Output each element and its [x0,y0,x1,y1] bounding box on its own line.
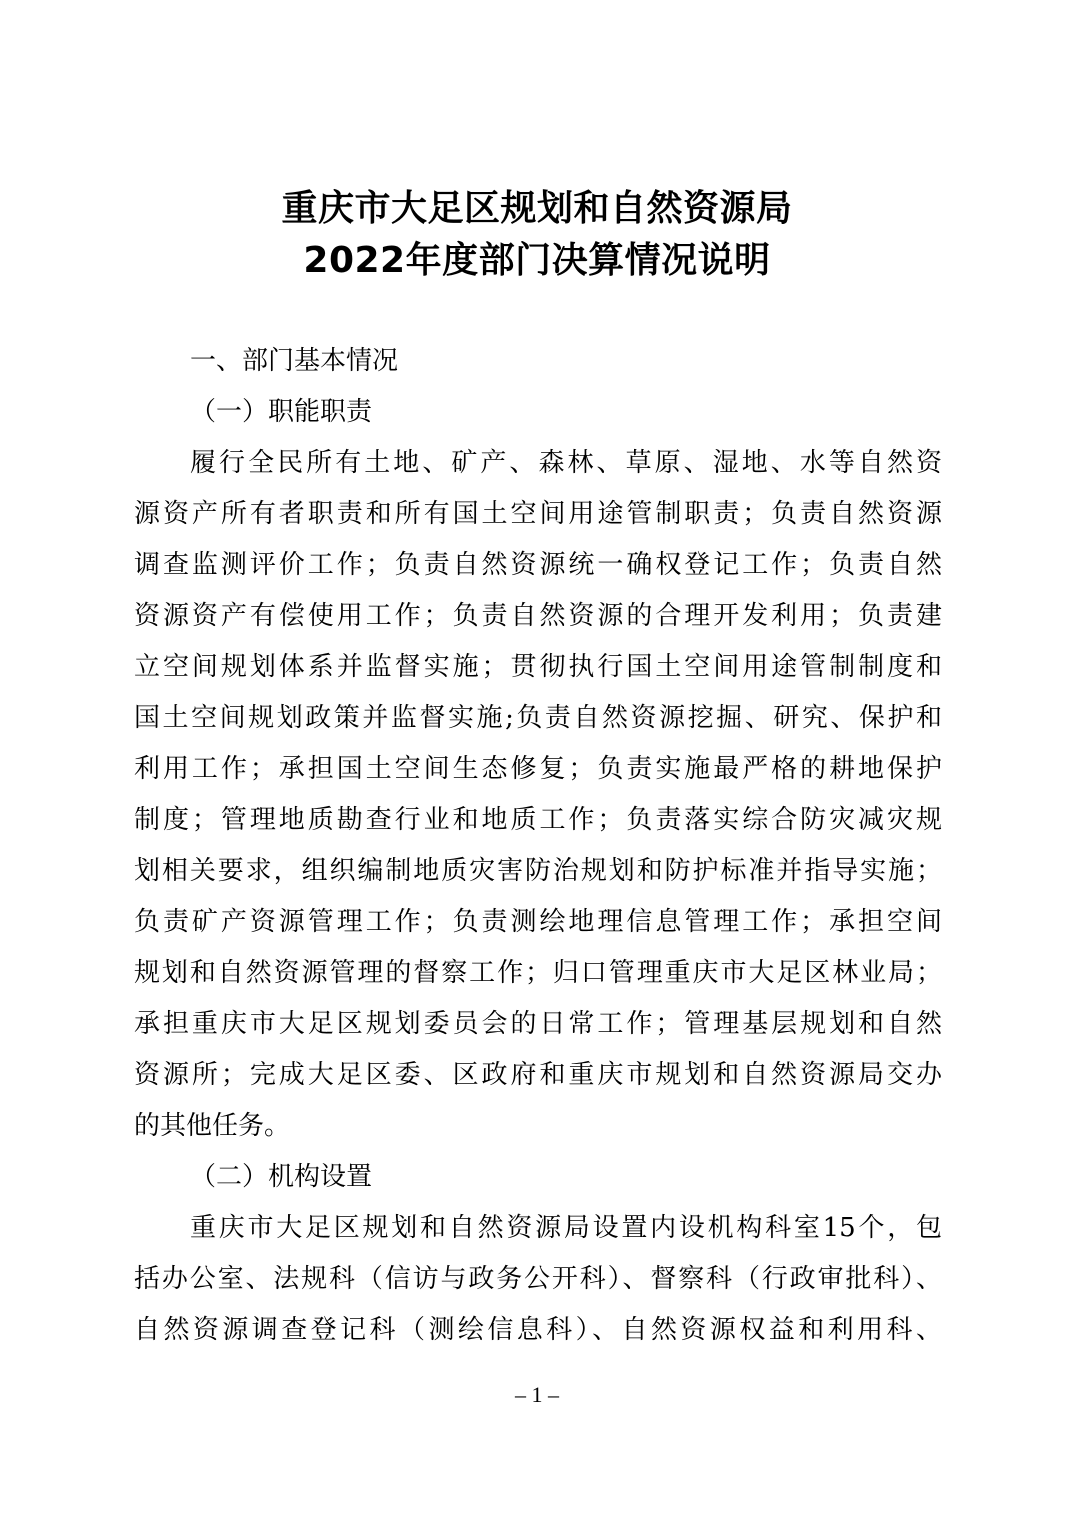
title-line-1: 重庆市大足区规划和自然资源局 [281,188,793,229]
document-body [134,336,942,1356]
paragraph-line: 立空间规划体系并监督实施；贯彻执行国土空间用途管制制度和 [134,652,942,682]
paragraph-line: 制度；管理地质勘查行业和地质工作；负责落实综合防灾减灾规 [134,805,942,835]
paragraph-line: 承担重庆市大足区规划委员会的日常工作；管理基层规划和自然 [134,1009,942,1039]
paragraph-line: 国土空间规划政策并监督实施;负责自然资源挖掘、研究、保护和 [134,703,942,733]
paragraph-line: 划相关要求，组织编制地质灾害防治规划和防护标准并指导实施； [134,856,942,886]
paragraph-line: 括办公室、法规科（信访与政务公开科）、督察科（行政审批科）、 [134,1264,942,1294]
page-number: – 1 – [515,1382,559,1407]
paragraph-line: 负责矿产资源管理工作；负责测绘地理信息管理工作；承担空间 [134,907,942,937]
paragraph-organization [134,1203,942,1356]
paragraph-line: 规划和自然资源管理的督察工作；归口管理重庆市大足区林业局； [134,958,942,988]
paragraph-line: 调查监测评价工作；负责自然资源统一确权登记工作；负责自然 [134,550,942,580]
title-line-2: 2022年度部门决算情况说明 [303,240,771,281]
document-title [0,183,1074,287]
subsection-heading-organization: （二）机构设置 [190,1162,373,1192]
section-heading-basic-info: 一、部门基本情况 [190,346,399,376]
subsection-heading-functions: （一）职能职责 [190,397,373,427]
paragraph-line: 利用工作；承担国土空间生态修复；负责实施最严格的耕地保护 [134,754,942,784]
paragraph-line: 履行全民所有土地、矿产、森林、草原、湿地、水等自然资 [190,448,942,478]
paragraph-line: 资源所；完成大足区委、区政府和重庆市规划和自然资源局交办 [134,1060,942,1090]
paragraph-line: 源资产所有者职责和所有国土空间用途管制职责；负责自然资源 [134,499,942,529]
paragraph-line: 自然资源调查登记科（测绘信息科）、自然资源权益和利用科、 [134,1315,942,1345]
paragraph-line: 资源资产有偿使用工作；负责自然资源的合理开发利用；负责建 [134,601,942,631]
paragraph-line: 重庆市大足区规划和自然资源局设置内设机构科室15个，包 [190,1213,942,1243]
paragraph-line: 的其他任务。 [134,1111,291,1141]
paragraph-functions [134,438,942,1152]
